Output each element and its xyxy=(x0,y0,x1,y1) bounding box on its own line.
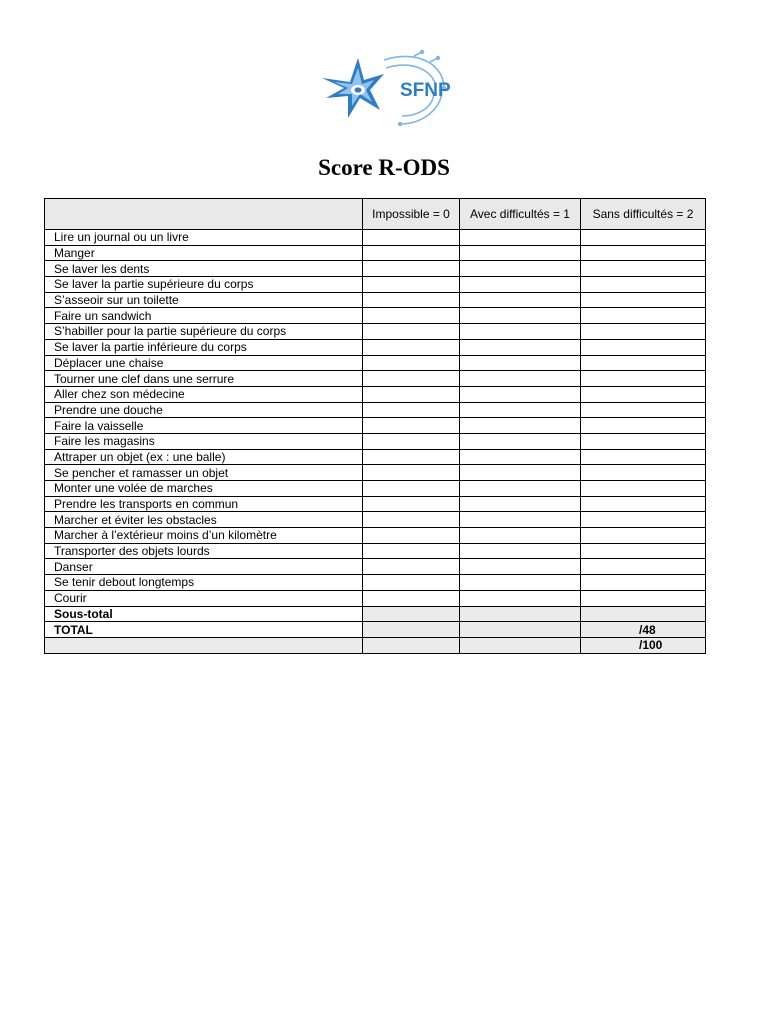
score-cell[interactable] xyxy=(363,433,460,449)
score-cell[interactable] xyxy=(460,418,581,434)
score-cell[interactable] xyxy=(581,261,706,277)
score-cell[interactable] xyxy=(363,481,460,497)
total-row xyxy=(45,622,706,638)
score-cell[interactable] xyxy=(460,308,581,324)
table-row xyxy=(45,277,706,293)
table-row xyxy=(45,418,706,434)
score-cell[interactable] xyxy=(460,590,581,606)
item-label: Attraper un objet (ex : une balle) xyxy=(45,449,363,465)
table-row xyxy=(45,339,706,355)
table-row xyxy=(45,402,706,418)
score-cell[interactable] xyxy=(363,449,460,465)
scaled-label-cell xyxy=(45,637,363,653)
subtotal-cell[interactable] xyxy=(460,606,581,622)
scaled-cell[interactable] xyxy=(363,637,460,653)
score-cell[interactable] xyxy=(581,245,706,261)
item-label: Aller chez son médecine xyxy=(45,386,363,402)
score-cell[interactable] xyxy=(363,402,460,418)
item-label: Faire la vaisselle xyxy=(45,418,363,434)
item-label: Marcher et éviter les obstacles xyxy=(45,512,363,528)
score-cell[interactable] xyxy=(581,575,706,591)
table-row xyxy=(45,465,706,481)
score-cell[interactable] xyxy=(581,277,706,293)
subtotal-cell[interactable] xyxy=(581,606,706,622)
scaled-total-row xyxy=(45,637,706,653)
score-cell[interactable] xyxy=(581,418,706,434)
table-row xyxy=(45,449,706,465)
item-label: Manger xyxy=(45,245,363,261)
score-cell[interactable] xyxy=(363,418,460,434)
score-cell[interactable] xyxy=(581,324,706,340)
table-row xyxy=(45,543,706,559)
score-cell[interactable] xyxy=(460,402,581,418)
table-row xyxy=(45,481,706,497)
table-row xyxy=(45,324,706,340)
score-cell[interactable] xyxy=(363,559,460,575)
subtotal-row xyxy=(45,606,706,622)
item-label: Courir xyxy=(45,590,363,606)
item-label: Faire les magasins xyxy=(45,433,363,449)
score-cell[interactable] xyxy=(581,543,706,559)
total-label: TOTAL xyxy=(45,622,363,638)
score-cell[interactable] xyxy=(460,496,581,512)
score-cell[interactable] xyxy=(363,512,460,528)
score-cell[interactable] xyxy=(460,261,581,277)
table-row xyxy=(45,433,706,449)
table-row xyxy=(45,575,706,591)
score-cell[interactable] xyxy=(581,386,706,402)
score-cell[interactable] xyxy=(363,590,460,606)
score-cell[interactable] xyxy=(460,433,581,449)
score-cell[interactable] xyxy=(460,324,581,340)
score-cell[interactable] xyxy=(363,230,460,246)
table-row xyxy=(45,308,706,324)
score-cell[interactable] xyxy=(581,449,706,465)
table-row xyxy=(45,496,706,512)
score-cell[interactable] xyxy=(363,339,460,355)
score-cell[interactable] xyxy=(460,528,581,544)
table-row xyxy=(45,528,706,544)
item-label: Lire un journal ou un livre xyxy=(45,230,363,246)
item-label: Se laver les dents xyxy=(45,261,363,277)
table-row xyxy=(45,355,706,371)
score-cell[interactable] xyxy=(460,277,581,293)
score-cell[interactable] xyxy=(460,355,581,371)
table-row xyxy=(45,559,706,575)
score-cell[interactable] xyxy=(363,355,460,371)
score-cell[interactable] xyxy=(363,324,460,340)
score-cell[interactable] xyxy=(363,277,460,293)
neuron-logo-icon xyxy=(314,48,456,130)
item-label: Se laver la partie inférieure du corps xyxy=(45,339,363,355)
score-cell[interactable] xyxy=(460,230,581,246)
item-label: Déplacer une chaise xyxy=(45,355,363,371)
score-cell[interactable] xyxy=(581,512,706,528)
score-cell[interactable] xyxy=(363,575,460,591)
score-cell[interactable] xyxy=(460,339,581,355)
page-title: Score R-ODS xyxy=(318,155,450,180)
score-cell[interactable] xyxy=(460,449,581,465)
table-row xyxy=(45,230,706,246)
subtotal-cell[interactable] xyxy=(363,606,460,622)
score-cell[interactable] xyxy=(581,481,706,497)
item-label: Prendre les transports en commun xyxy=(45,496,363,512)
score-cell[interactable] xyxy=(363,386,460,402)
score-cell[interactable] xyxy=(581,339,706,355)
total-cell[interactable] xyxy=(363,622,460,638)
logo-text: SFNP xyxy=(400,80,451,101)
item-label: Se laver la partie supérieure du corps xyxy=(45,277,363,293)
score-cell[interactable] xyxy=(581,355,706,371)
total-cell[interactable] xyxy=(460,622,581,638)
score-cell[interactable] xyxy=(581,559,706,575)
score-cell[interactable] xyxy=(581,308,706,324)
header-impossible: Impossible = 0 xyxy=(363,199,460,230)
score-cell[interactable] xyxy=(363,371,460,387)
header-sans-difficultes: Sans difficultés = 2 xyxy=(581,199,706,230)
table-header-row xyxy=(45,199,706,230)
table-row xyxy=(45,386,706,402)
table-row xyxy=(45,245,706,261)
score-cell[interactable] xyxy=(581,371,706,387)
score-cell[interactable] xyxy=(581,465,706,481)
item-label: Monter une volée de marches xyxy=(45,481,363,497)
score-cell[interactable] xyxy=(363,292,460,308)
item-label: Transporter des objets lourds xyxy=(45,543,363,559)
score-cell[interactable] xyxy=(460,292,581,308)
score-cell[interactable] xyxy=(460,371,581,387)
table-row xyxy=(45,292,706,308)
score-cell[interactable] xyxy=(581,496,706,512)
score-cell[interactable] xyxy=(363,543,460,559)
score-cell[interactable] xyxy=(363,465,460,481)
table-row xyxy=(45,371,706,387)
sfnp-logo xyxy=(314,48,456,130)
table-row xyxy=(45,512,706,528)
item-label: S’habiller pour la partie supérieure du corps xyxy=(45,324,363,340)
score-cell[interactable] xyxy=(581,433,706,449)
score-cell[interactable] xyxy=(460,543,581,559)
scaled-cell[interactable] xyxy=(460,637,581,653)
header-item xyxy=(45,199,363,230)
total-max[interactable]: /48 xyxy=(581,622,706,638)
score-cell[interactable] xyxy=(460,465,581,481)
scaled-max[interactable]: /100 xyxy=(581,637,706,653)
subtotal-label: Sous-total xyxy=(45,606,363,622)
score-table xyxy=(44,198,706,654)
score-cell[interactable] xyxy=(581,402,706,418)
item-label: Danser xyxy=(45,559,363,575)
score-cell[interactable] xyxy=(460,245,581,261)
table-row xyxy=(45,261,706,277)
score-cell[interactable] xyxy=(460,559,581,575)
score-cell[interactable] xyxy=(363,528,460,544)
item-label: Prendre une douche xyxy=(45,402,363,418)
score-cell[interactable] xyxy=(363,245,460,261)
header-avec-difficultes: Avec difficultés = 1 xyxy=(460,199,581,230)
item-label: S’asseoir sur un toilette xyxy=(45,292,363,308)
score-cell[interactable] xyxy=(363,308,460,324)
score-cell[interactable] xyxy=(460,512,581,528)
item-label: Se tenir debout longtemps xyxy=(45,575,363,591)
score-cell[interactable] xyxy=(581,590,706,606)
score-cell[interactable] xyxy=(363,496,460,512)
item-label: Tourner une clef dans une serrure xyxy=(45,371,363,387)
score-cell[interactable] xyxy=(363,261,460,277)
item-label: Se pencher et ramasser un objet xyxy=(45,465,363,481)
score-cell[interactable] xyxy=(460,575,581,591)
score-cell[interactable] xyxy=(581,230,706,246)
item-label: Marcher à l’extérieur moins d’un kilomètre xyxy=(45,528,363,544)
item-label: Faire un sandwich xyxy=(45,308,363,324)
score-cell[interactable] xyxy=(460,386,581,402)
score-cell[interactable] xyxy=(581,528,706,544)
table-row xyxy=(45,590,706,606)
score-cell[interactable] xyxy=(460,481,581,497)
score-cell[interactable] xyxy=(581,292,706,308)
